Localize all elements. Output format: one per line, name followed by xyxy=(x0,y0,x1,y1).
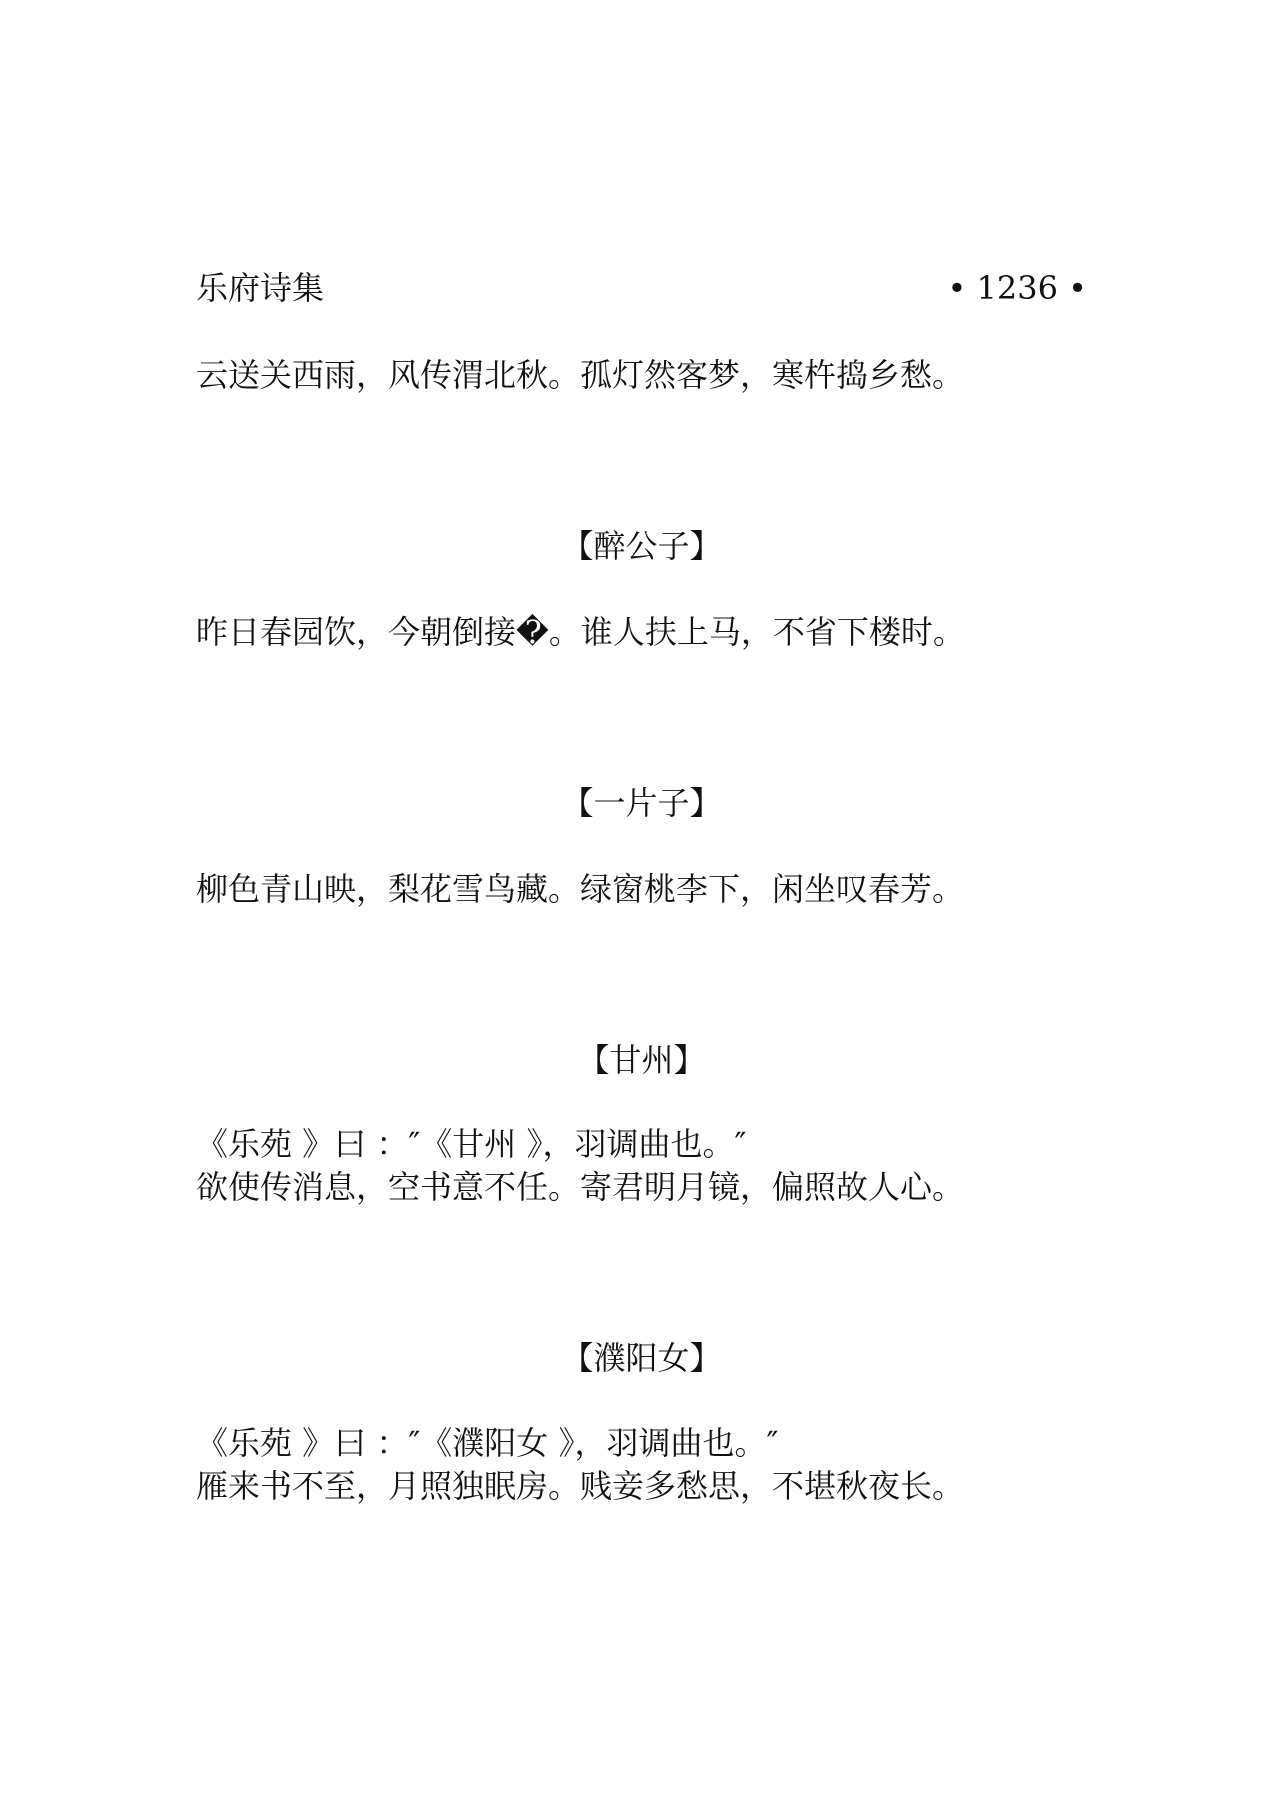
poem-line-zuigongzi: 昨日春园饮，今朝倒接�。谁人扶上马，不省下楼时。 xyxy=(196,613,965,651)
section-heading-zuigongzi: 【醉公子】 xyxy=(561,527,722,565)
poem-line-puyangnv: 雁来书不至，月照独眠房。贱妾多愁思，不堪秋夜长。 xyxy=(196,1467,965,1505)
note-line-ganzhou: 《乐苑 》曰 ：″《甘州 》，羽调曲也。″ xyxy=(196,1125,747,1163)
note-line-puyangnv: 《乐苑 》曰 ：″《濮阳女 》，羽调曲也。″ xyxy=(196,1424,779,1462)
section-heading-yipianzi: 【一片子】 xyxy=(561,784,722,822)
section-heading-ganzhou: 【甘州】 xyxy=(577,1041,706,1079)
poem-line-ganzhou: 欲使传消息，空书意不任。寄君明月镜，偏照故人心。 xyxy=(196,1168,965,1206)
poem-line-yipianzi: 柳色青山映，梨花雪鸟藏。绿窗桃李下，闲坐叹春芳。 xyxy=(196,870,965,908)
page-number: • 1236 • xyxy=(947,269,1087,307)
intro-poem-line: 云送关西雨，风传渭北秋。孤灯然客梦，寒杵捣乡愁。 xyxy=(196,356,965,394)
section-heading-puyangnv: 【濮阳女】 xyxy=(561,1339,722,1377)
book-title: 乐府诗集 xyxy=(196,269,325,307)
